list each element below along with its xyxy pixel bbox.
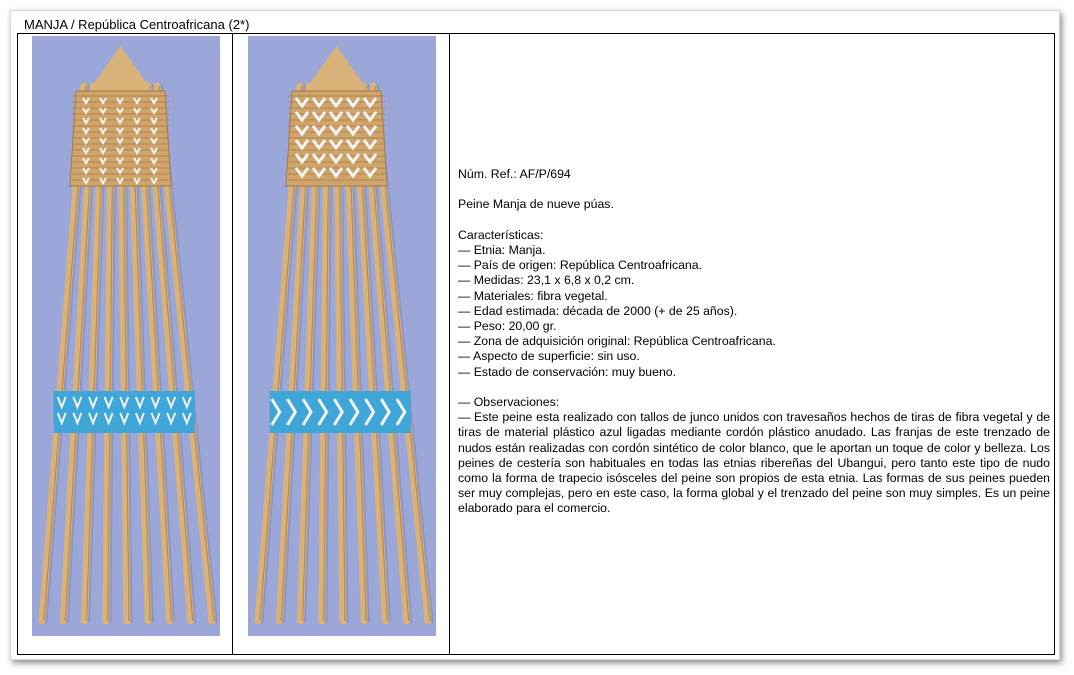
characteristic-item: — Estado de conservación: muy bueno. bbox=[458, 364, 677, 379]
reference-number: Núm. Ref.: AF/P/694 bbox=[458, 167, 571, 181]
column-divider bbox=[232, 34, 233, 654]
document-page bbox=[10, 10, 1060, 660]
characteristic-item: — País de origen: República Centroafricana. bbox=[458, 258, 703, 273]
comb-back-photo bbox=[248, 36, 436, 636]
characteristic-item: — Medidas: 23,1 x 6,8 x 0,2 cm. bbox=[458, 273, 635, 288]
catalog-table bbox=[17, 33, 1055, 655]
characteristic-item: — Peso: 20,00 gr. bbox=[458, 319, 557, 333]
comb-front-photo bbox=[32, 36, 220, 636]
characteristic-item: — Edad estimada: década de 2000 (+ de 25 años). bbox=[458, 303, 738, 318]
characteristic-item: — Materiales: fibra vegetal. bbox=[458, 288, 608, 303]
characteristic-item: — Aspecto de superficie: sin uso. bbox=[458, 349, 640, 364]
observations-heading: — Observaciones: bbox=[458, 395, 560, 409]
characteristics-heading: Características: bbox=[458, 227, 544, 242]
summary-text: Peine Manja de nueve púas. bbox=[458, 197, 614, 212]
characteristic-item: — Zona de adquisición original: República Centroafricana. bbox=[458, 334, 776, 349]
column-divider bbox=[449, 34, 450, 654]
observations-text: — Este peine esta realizado con tallos de junco unidos con travesaños hechos de tiras de fibra vegetal y de tiras de material plástico azul ligadas mediante cordón plástico anudado. Las franjas de este trenzado de nudos están realizadas con cordón sintético de color blanco, que le aportan un toque de color y belleza. Los peines de cestería son habituales en todas las etnias ribereñas del Ubangui, pero tanto este tipo de nudo como la forma de trapecio isósceles del peine son propios de esta etnia. Las formas de sus peines pueden ser muy complejas, pero en este caso, la forma global y el trenzado del peine son muy simples. Es un peine elaborado para el comercio. bbox=[458, 410, 1050, 516]
comb-front-illustration bbox=[32, 36, 220, 636]
characteristic-item: — Etnia: Manja. bbox=[458, 242, 546, 257]
document-title: MANJA / República Centroafricana (2*) bbox=[24, 17, 250, 32]
description-block bbox=[458, 167, 1050, 517]
comb-back-illustration bbox=[248, 36, 436, 636]
